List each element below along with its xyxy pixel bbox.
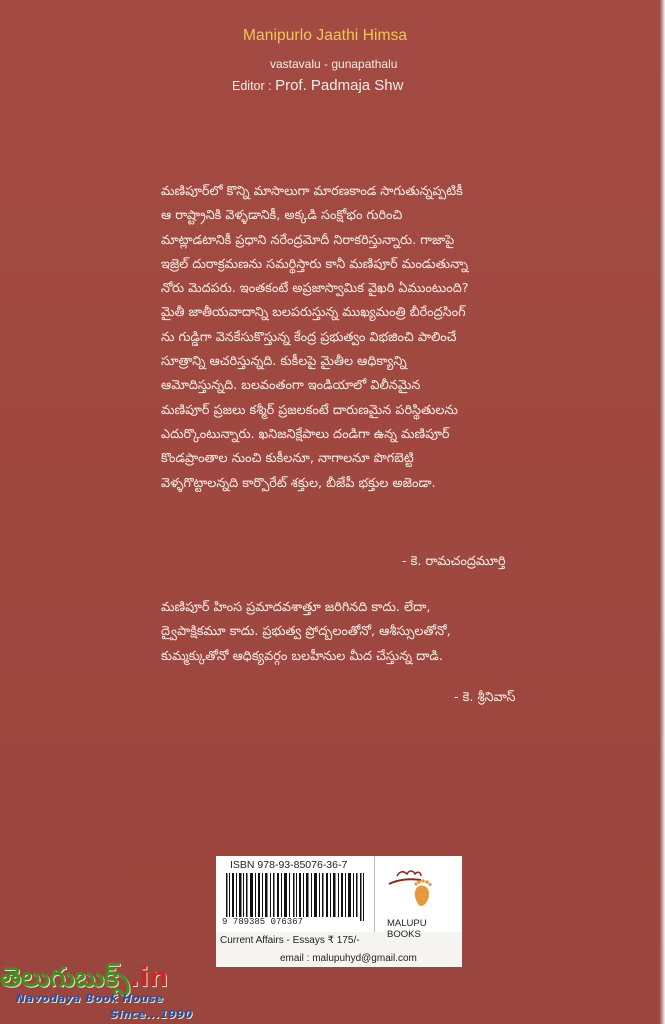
- watermark-tagline: Navodaya Book House: [16, 992, 164, 1005]
- passage-line: మైతీ జాతీయవాదాన్ని బలపరుస్తున్న ముఖ్యమంత్రి బీరేంద్రసింగ్: [161, 305, 466, 321]
- editor-name: Prof. Padmaja Shw: [275, 77, 404, 94]
- passage-line: మణిపూర్ హింస ప్రమాదవశాత్తూ జరిగినది కాదు. లేదా,: [161, 600, 431, 615]
- editor-label: Editor :: [232, 79, 276, 93]
- isbn-label: ISBN 978-93-85076-36-7: [230, 859, 348, 871]
- passage-line: ను గుడ్డిగా వెనకేసుకొస్తున్న కేంద్ర ప్రభుత్వం విభజించి పాలించే: [161, 329, 457, 345]
- blurb-passage-1: [161, 180, 545, 496]
- barcode-area: [216, 856, 375, 932]
- watermark-logo-suffix: .in: [129, 962, 168, 993]
- signature-1: - కె. రామచంద్రమూర్తి: [402, 554, 506, 569]
- passage-line: వెళ్ళగొట్టాలన్నది కార్పొరేట్ శక్తుల, బీజేపీ భక్తుల అజెండా.: [161, 475, 436, 491]
- passage-line: సూత్రాన్ని ఆచరిస్తున్నది. కుకీలపై మైతీల ఆధిక్యాన్ని: [161, 354, 407, 370]
- passage-line: మణిపూర్ ప్రజలు కశ్మీర్ ప్రజలకంటే దారుణమైన పరిస్థితులను: [161, 402, 458, 418]
- signature-2: - కె. శ్రీనివాస్: [454, 690, 516, 705]
- passage-line: మణిపూర్‌లో కొన్ని మాసాలుగా మారణకాండ సాగుతున్నప్పటికీ: [161, 184, 463, 199]
- passage-line: ఇజ్రెల్ దురాక్రమణను సమర్థిస్తారు కానీ మణిపూర్ మండుతున్నా: [161, 256, 469, 272]
- passage-line: ద్వైపాక్షికమూ కాదు. ప్రభుత్వ ప్రోద్బలంతోనో, ఆశీస్సులతోనో,: [161, 624, 451, 640]
- cover-edge: [659, 0, 665, 1024]
- watermark-logo-text: తెలుగుబుక్స్: [0, 962, 130, 993]
- barcode-digits: 9 789385 076367: [222, 917, 304, 927]
- passage-line: మాట్లాడటానికీ ప్రధాని నరేంద్రమోదీ నిరాకరిస్తున్నారు. గాజాపై: [161, 232, 455, 248]
- blurb-passage-2: [161, 596, 545, 669]
- footprint-logo-icon: [375, 856, 462, 916]
- book-title: Manipurlo Jaathi Himsa: [243, 27, 408, 44]
- publisher-email: email : malupuhyd@gmail.com: [280, 953, 417, 964]
- category-price: Current Affairs - Essays ₹ 175/-: [220, 935, 360, 946]
- book-subtitle: vastavalu - gunapathalu: [270, 57, 398, 71]
- passage-line: నోరు మెదపరు. ఇంతకంటే అప్రజాస్వామిక వైఖరి ఏముంటుంది?: [161, 281, 469, 297]
- passage-line: ఆమోదిస్తున్నది. బలవంతంగా ఇండియాలో విలీనమైన: [161, 378, 421, 394]
- passage-line: ఆ రాష్ట్రానికి వెళ్ళడానికీ, అక్కడి సంక్షోభం గురించి: [161, 208, 403, 224]
- editor-credit: [232, 77, 403, 95]
- barcode-panel: [216, 856, 462, 967]
- barcode-icon: [224, 873, 366, 921]
- passage-line: కుమ్మక్కుతోనో ఆధిక్యవర్గం బలహీనుల మీద చేస్తున్న దాడి.: [161, 648, 443, 664]
- publisher-name: MALUPU BOOKS: [387, 918, 427, 940]
- passage-line: ఎదుర్కొంటున్నారు. ఖనిజనిక్షేపాలు దండిగా ఉన్న మణిపూర్: [161, 426, 450, 442]
- passage-line: కొండప్రాంతాల నుంచి కుకీలనూ, నాగాలనూ పొగబెట్టి: [161, 451, 414, 467]
- watermark-since: Since...1990: [110, 1008, 193, 1021]
